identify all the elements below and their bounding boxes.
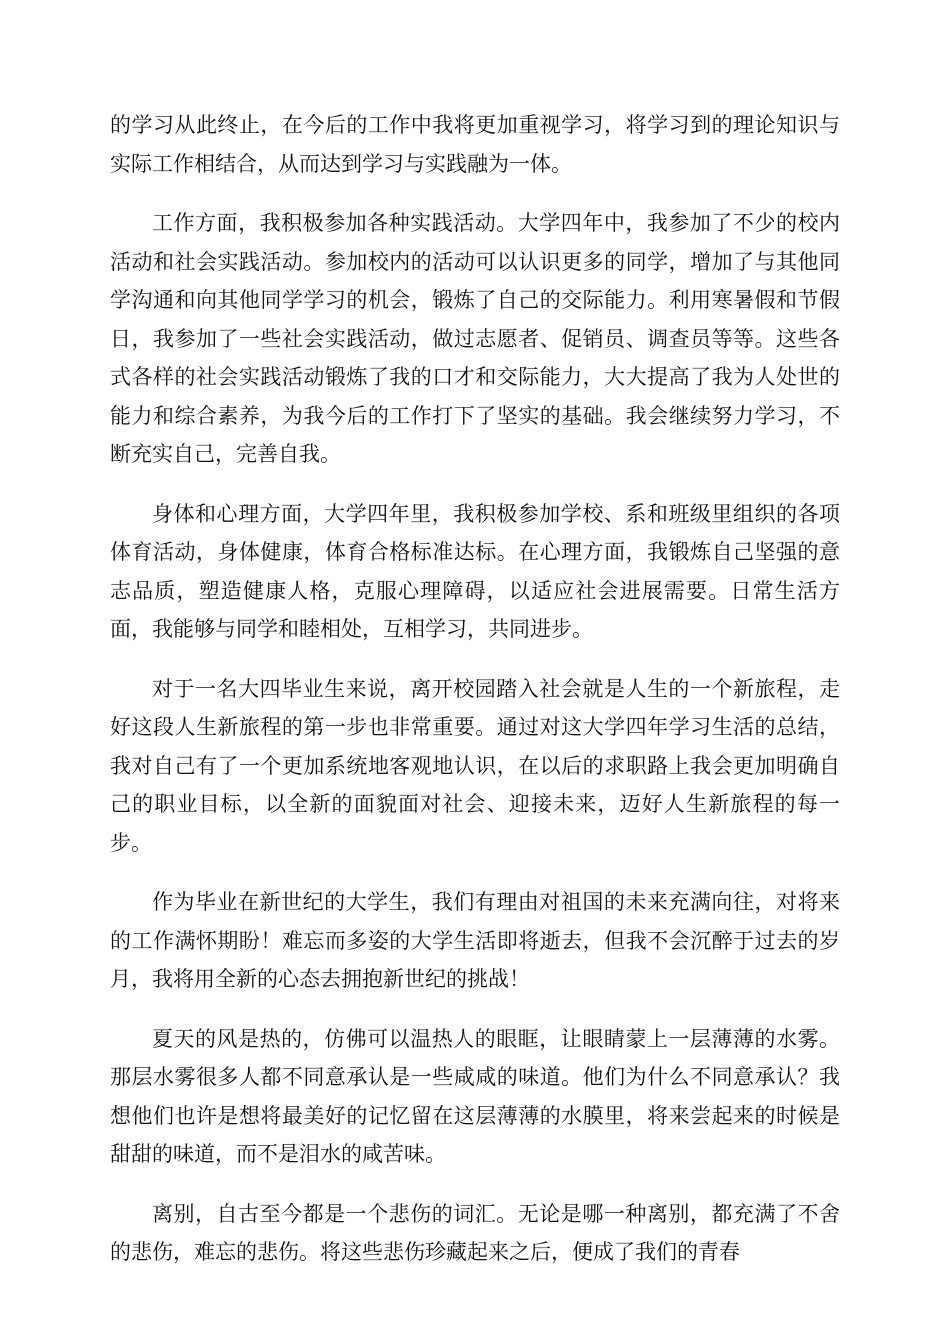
paragraph-2: 工作方面，我积极参加各种实践活动。大学四年中，我参加了不少的校内活动和社会实践活动。参加校内的活动可以认识更多的同学，增加了与其他同学沟通和向其他同学学习的机会，锻炼了自己的交际能力。利用寒暑假和节假日，我参加了一些社会实践活动，做过志愿者、促销员、调查员等等。这些各式各样的社会实践活动锻炼了我的口才和交际能力，大大提高了我为人处世的能力和综合素养，为我今后的工作打下了坚实的基础。我会继续努力学习，不断充实自己，完善自我。 (110, 211, 840, 466)
paragraph-5: 作为毕业在新世纪的大学生，我们有理由对祖国的未来充满向往，对将来的工作满怀期盼！难忘而多姿的大学生活即将逝去，但我不会沉醉于过去的岁月，我将用全新的心态去拥抱新世纪的挑战！ (110, 890, 840, 991)
paragraph-3: 身体和心理方面，大学四年里，我积极参加学校、系和班级里组织的各项体育活动，身体健康，体育合格标准达标。在心理方面，我锻炼自己坚强的意志品质，塑造健康人格，克服心理障碍，以适应社会进展需要。日常生活方面，我能够与同学和睦相处，互相学习，共同进步。 (110, 501, 840, 641)
paragraph-6: 夏天的风是热的，仿佛可以温热人的眼眶，让眼睛蒙上一层薄薄的水雾。那层水雾很多人都不同意承认是一些咸咸的味道。他们为什么不同意承认？我想他们也许是想将最美好的记忆留在这层薄薄的水膜里，将来尝起来的时候是甜甜的味道，而不是泪水的咸苦味。 (110, 1026, 840, 1166)
paragraph-4: 对于一名大四毕业生来说，离开校园踏入社会就是人生的一个新旅程，走好这段人生新旅程的第一步也非常重要。通过对这大学四年学习生活的总结，我对自己有了一个更加系统地客观地认识，在以后的求职路上我会更加明确自己的职业目标，以全新的面貌面对社会、迎接未来，迈好人生新旅程的每一步。 (110, 676, 840, 855)
paragraph-1: 的学习从此终止，在今后的工作中我将更加重视学习，将学习到的理论知识与实际工作相结合，从而达到学习与实践融为一体。 (110, 113, 840, 176)
paragraph-7: 离别，自古至今都是一个悲伤的词汇。无论是哪一种离别，都充满了不舍的悲伤，难忘的悲伤。将这些悲伤珍藏起来之后，便成了我们的青春 (110, 1201, 840, 1264)
